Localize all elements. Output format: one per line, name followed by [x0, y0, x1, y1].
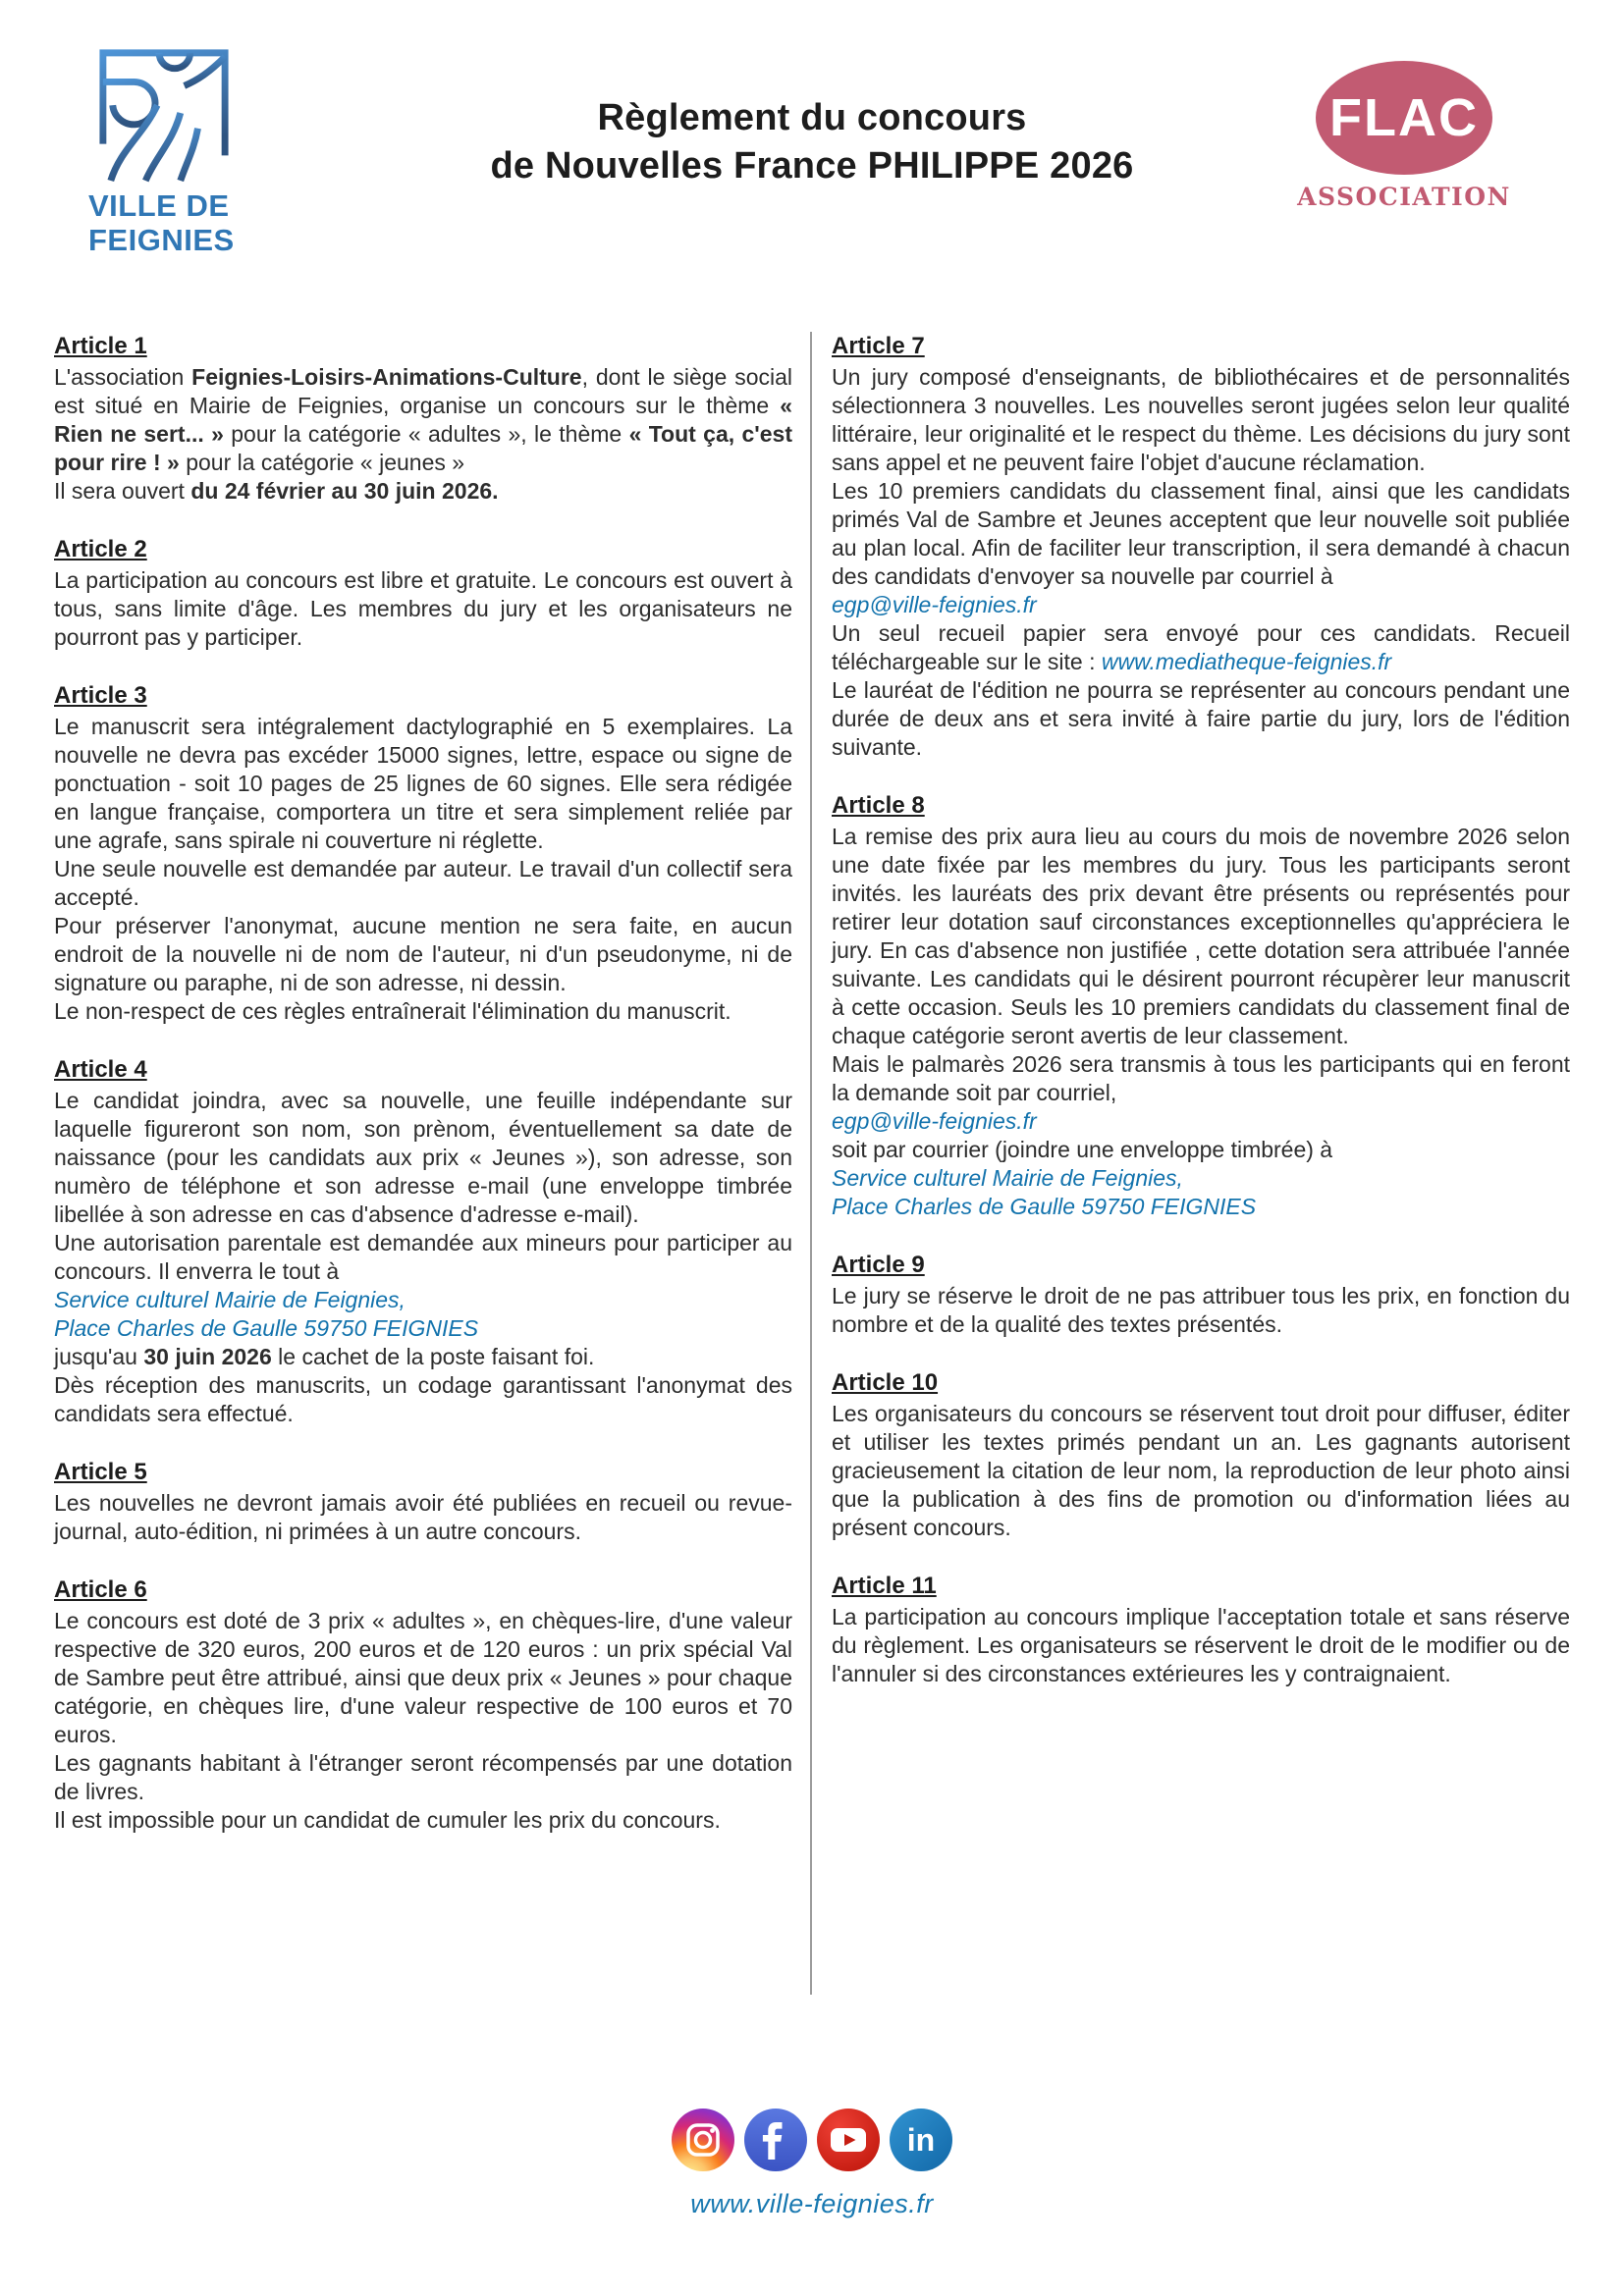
paragraph — [54, 566, 792, 652]
flac-logo-name: FLAC — [1329, 88, 1479, 147]
body-text: Une autorisation parentale est demandée aux mineurs pour participer au concours. Il enverra le tout à — [54, 1230, 792, 1284]
paragraph — [54, 713, 792, 855]
article-heading: Article 4 — [54, 1056, 147, 1083]
social-icons-row — [0, 2109, 1624, 2171]
body-text: Mais le palmarès 2026 sera transmis à tous les participants qui en feront la demande soit par courriel, — [832, 1051, 1570, 1105]
paragraph — [54, 1607, 792, 1749]
rules-content — [54, 332, 1574, 1995]
body-text: jusqu'au — [54, 1344, 144, 1369]
body-text: Le lauréat de l'édition ne pourra se représenter au concours pendant une durée de deux ans et sera invité à faire partie du jury, lors de l'édition suivante. — [832, 677, 1570, 760]
body-text: Il sera ouvert — [54, 478, 191, 504]
body-text: La participation au concours implique l'acceptation totale et sans réserve du règlement. Les organisateurs se réservent le droit de le modifier ou de l'annuler si des circonstances extérieures les y contraignaient. — [832, 1604, 1570, 1686]
body-text: le cachet de la poste faisant foi. — [271, 1344, 595, 1369]
paragraph — [832, 1400, 1570, 1542]
article-heading: Article 3 — [54, 682, 147, 709]
paragraph — [832, 676, 1570, 762]
column-divider — [810, 332, 812, 1995]
paragraph — [54, 477, 792, 506]
body-text: Pour préserver l'anonymat, aucune mention ne sera faite, en aucun endroit de la nouvelle ni de nom de l'auteur, ni d'un pseudonyme, ni de signature ou paraphe, ni de son adresse, ni dessin. — [54, 913, 792, 995]
paragraph — [54, 1489, 792, 1546]
paragraph — [832, 1603, 1570, 1688]
article — [54, 681, 792, 1026]
flac-logo-subtitle: ASSOCIATION — [1297, 183, 1511, 211]
bold-text: du 24 février au 30 juin 2026. — [190, 478, 499, 504]
inline-link[interactable]: Place Charles de Gaulle 59750 FEIGNIES — [832, 1194, 1257, 1219]
body-text: L'association — [54, 364, 192, 390]
paragraph — [54, 1314, 792, 1343]
body-text: Le non-respect de ces règles entraînerait l'élimination du manuscrit. — [54, 998, 731, 1024]
inline-link[interactable]: Service culturel Mairie de Feignies, — [54, 1287, 406, 1312]
body-text: Les 10 premiers candidats du classement final, ainsi que les candidats primés Val de Sambre et Jeunes acceptent que leur nouvelle soit publiée au plan local. Afin de faciliter leur transcription, il sera demandé à chacun des candidats d'envoyer sa nouvelle par courriel à — [832, 478, 1570, 589]
article — [832, 1572, 1570, 1688]
article-heading: Article 1 — [54, 333, 147, 359]
right-column — [832, 332, 1570, 1995]
bold-text: 30 juin 2026 — [143, 1344, 272, 1369]
bold-text: « Tout ça, c'est pour rire ! » — [54, 421, 792, 475]
inline-link[interactable]: egp@ville-feignies.fr — [832, 592, 1037, 617]
body-text: Un seul recueil papier sera envoyé pour ces candidats. Recueil téléchargeable sur le site : — [832, 620, 1570, 674]
paragraph — [54, 1371, 792, 1428]
paragraph — [54, 1087, 792, 1229]
body-text: Le manuscrit sera intégralement dactylographié en 5 exemplaires. La nouvelle ne devra pas excéder 15000 signes, lettre, espace ou signe de ponctuation - soit 10 pages de 25 lignes de 60 signes. Elle sera rédigée en langue française, comportera un titre et sera simplement reliée par une agrafe, sans spirale ni couverture ni réglette. — [54, 714, 792, 853]
article — [832, 332, 1570, 762]
article-heading: Article 9 — [832, 1252, 925, 1278]
left-column — [54, 332, 792, 1995]
paragraph — [832, 1282, 1570, 1339]
inline-link[interactable]: egp@ville-feignies.fr — [832, 1108, 1037, 1134]
page-title-line2: de Nouvelles France PHILIPPE 2026 — [490, 145, 1134, 187]
paragraph — [54, 1806, 792, 1835]
body-text: La remise des prix aura lieu au cours du mois de novembre 2026 selon une date fixée par les membres du jury. Tous les participants seront invités. les lauréats des prix devant être présents ou représentés pour retirer leur dotation sauf circonstances exceptionnelles qu'appréciera le jury. En cas d'absence non justifiée , cette dotation sera attribuée l'année suivante. Les candidats qui le désirent pourront récupèrer leur manuscrit à cette occasion. Seuls les 10 premiers candidats du classement final de chaque catégorie seront avertis de leur classement. — [832, 824, 1570, 1048]
body-text: Les organisateurs du concours se réservent tout droit pour diffuser, éditer et utiliser les textes primés pendant un an. Les gagnants autorisent gracieusement la citation de leur nom, la reproduction de leur photo ainsi que la publication à des fins de promotion ou d'information liées au présent concours. — [832, 1401, 1570, 1540]
article — [832, 1368, 1570, 1542]
ville-logo-line1: VILLE DE — [88, 188, 230, 223]
paragraph — [832, 1164, 1570, 1193]
article-heading: Article 7 — [832, 333, 925, 359]
ville-logo-line2: FEIGNIES — [88, 223, 235, 257]
article-heading: Article 2 — [54, 536, 147, 562]
paragraph — [832, 1136, 1570, 1164]
article — [54, 1055, 792, 1428]
bold-text: Feignies-Loisirs-Animations-Culture — [191, 364, 582, 390]
inline-link[interactable]: Service culturel Mairie de Feignies, — [832, 1165, 1183, 1191]
body-text: Le candidat joindra, avec sa nouvelle, une feuille indépendante sur laquelle figureront son nom, son prènom, éventuellement sa date de naissance (pour les candidats aux prix « Jeunes »), son adresse, son numèro de téléphone et son adresse e-mail (une enveloppe timbrée libellée à son adresse en cas d'absence d'adresse e-mail). — [54, 1088, 792, 1227]
paragraph — [54, 1229, 792, 1286]
article — [54, 1458, 792, 1546]
article-heading: Article 11 — [832, 1573, 937, 1599]
article-heading: Article 8 — [832, 792, 925, 819]
paragraph — [54, 1343, 792, 1371]
paragraph — [832, 619, 1570, 676]
inline-link[interactable]: www.mediatheque-feignies.fr — [1101, 649, 1392, 674]
instagram-icon[interactable] — [672, 2109, 734, 2171]
body-text: Une seule nouvelle est demandée par auteur. Le travail d'un collectif sera accepté. — [54, 856, 792, 910]
linkedin-glyph: in — [906, 2122, 936, 2158]
paragraph — [832, 591, 1570, 619]
body-text: soit par courrier (joindre une enveloppe timbrée) à — [832, 1137, 1333, 1162]
paragraph — [832, 363, 1570, 477]
body-text: Il est impossible pour un candidat de cumuler les prix du concours. — [54, 1807, 721, 1833]
bold-text: « Rien ne sert... » — [54, 393, 792, 447]
article — [54, 332, 792, 506]
ville-de-feignies-logo — [88, 45, 304, 257]
ville-logo-text — [88, 188, 304, 257]
article-heading: Article 6 — [54, 1576, 147, 1603]
body-text: Le jury se réserve le droit de ne pas attribuer tous les prix, en fonction du nombre et de la qualité des textes présentés. — [832, 1283, 1570, 1337]
body-text: Dès réception des manuscrits, un codage garantissant l'anonymat des candidats sera effectué. — [54, 1372, 792, 1426]
body-text: pour la catégorie « adultes », le thème — [223, 421, 629, 447]
paragraph — [54, 997, 792, 1026]
paragraph — [54, 363, 792, 477]
body-text: , dont le siège social est situé en Mairie de Feignies, organise un concours sur le thème — [54, 364, 793, 418]
paragraph — [832, 477, 1570, 591]
article — [832, 791, 1570, 1221]
youtube-icon[interactable] — [817, 2109, 880, 2171]
body-text: Un jury composé d'enseignants, de bibliothécaires et de personnalités sélectionnera 3 nouvelles. Les nouvelles seront jugées selon leur qualité littéraire, leur originalité et le respect du thème. Les décisions du jury sont sans appel et ne peuvent faire l'objet d'aucune réclamation. — [832, 364, 1570, 475]
article — [832, 1251, 1570, 1339]
flac-ellipse-icon — [1316, 61, 1492, 175]
page-title — [321, 94, 1303, 190]
paragraph — [832, 823, 1570, 1050]
paragraph — [832, 1050, 1570, 1107]
page-title-line1: Règlement du concours — [597, 97, 1027, 138]
body-text: pour la catégorie « jeunes » — [179, 450, 465, 475]
article — [54, 535, 792, 652]
footer — [0, 2109, 1624, 2219]
linkedin-icon[interactable] — [890, 2109, 952, 2171]
body-text: La participation au concours est libre et gratuite. Le concours est ouvert à tous, sans limite d'âge. Les membres du jury et les organisateurs ne pourront pas y participer. — [54, 567, 792, 650]
inline-link[interactable]: Place Charles de Gaulle 59750 FEIGNIES — [54, 1315, 479, 1341]
website-link[interactable]: www.ville-feignies.fr — [690, 2189, 934, 2218]
paragraph — [832, 1193, 1570, 1221]
paragraph — [54, 1749, 792, 1806]
paragraph — [54, 912, 792, 997]
paragraph — [54, 1286, 792, 1314]
article-heading: Article 5 — [54, 1459, 147, 1485]
paragraph — [54, 855, 792, 912]
body-text: Les nouvelles ne devront jamais avoir été publiées en recueil ou revue-journal, auto-édition, ni primées à un autre concours. — [54, 1490, 792, 1544]
article-heading: Article 10 — [832, 1369, 939, 1396]
paragraph — [832, 1107, 1570, 1136]
article — [54, 1575, 792, 1835]
facebook-icon[interactable] — [744, 2109, 807, 2171]
flac-association-logo — [1286, 61, 1522, 211]
body-text: Le concours est doté de 3 prix « adultes », en chèques-lire, d'une valeur respective de 320 euros, 200 euros et de 120 euros : un prix spécial Val de Sambre peut être attribué, ainsi que deux prix « Jeunes » pour chaque catégorie, en chèques lire, d'une valeur respective de 100 euros et 70 euros. — [54, 1608, 792, 1747]
body-text: Les gagnants habitant à l'étranger seront récompensés par une dotation de livres. — [54, 1750, 792, 1804]
ville-de-feignies-mark-icon — [94, 45, 234, 183]
